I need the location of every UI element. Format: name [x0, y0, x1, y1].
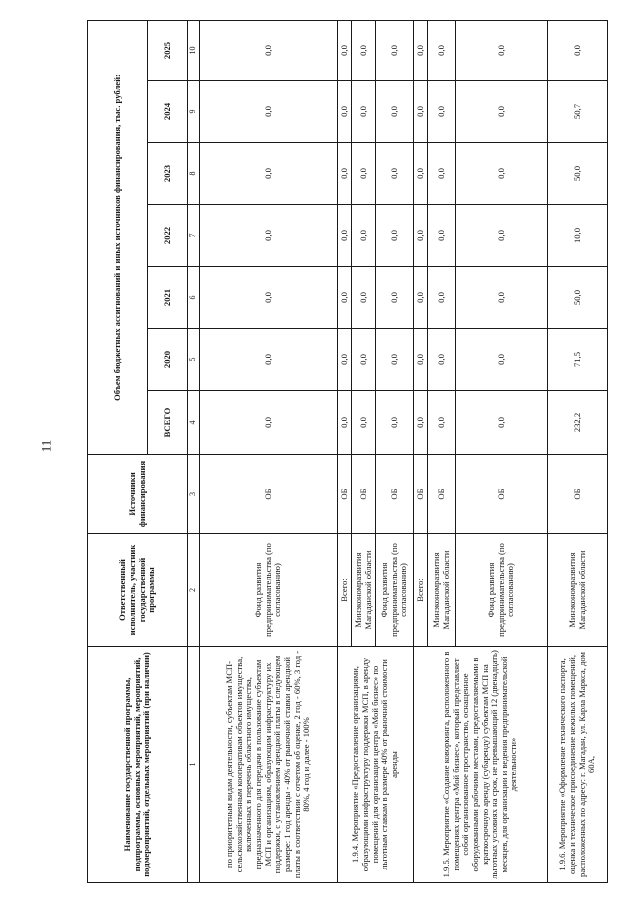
value-2021: 0,0 — [352, 267, 376, 329]
program-funding-table — [87, 20, 608, 883]
header-year-2023: 2023 — [148, 143, 188, 205]
table-row — [338, 21, 352, 883]
column-index: 4 — [188, 391, 200, 455]
value-2023: 0,0 — [200, 143, 338, 205]
value-2024: 0,0 — [338, 81, 352, 143]
value-2022: 0,0 — [352, 205, 376, 267]
page-number: 11 — [38, 439, 54, 453]
value-2020: 0,0 — [338, 329, 352, 391]
funding-source-cell: ОБ — [428, 455, 456, 534]
value-2021: 50,0 — [548, 267, 608, 329]
value-2021: 0,0 — [338, 267, 352, 329]
funding-source-cell: ОБ — [352, 455, 376, 534]
value-2023: 0,0 — [338, 143, 352, 205]
value-2023: 0,0 — [376, 143, 414, 205]
value-2021: 0,0 — [376, 267, 414, 329]
value-2020: 0,0 — [456, 329, 548, 391]
value-2025: 0,0 — [200, 21, 338, 81]
value-2024: 0,0 — [352, 81, 376, 143]
value-2025: 0,0 — [352, 21, 376, 81]
executor-cell: Минэкономразвития Магаданской области — [548, 534, 608, 647]
value-2024: 0,0 — [414, 81, 428, 143]
header-year-2020: 2020 — [148, 329, 188, 391]
value-2024: 50,7 — [548, 81, 608, 143]
funding-source-cell: ОБ — [456, 455, 548, 534]
measure-description: 1.9.6. Мероприятие «Оформление технического паспорта, оценка и техническое присоединение нежилых помещений, расположенных по адресу: г. Магадан, ул. Карла Маркса, дом 60А, — [548, 647, 608, 883]
value-2022: 0,0 — [200, 205, 338, 267]
executor-cell: Всего: — [414, 534, 428, 647]
header-year-total: ВСЕГО — [148, 391, 188, 455]
value-2024: 0,0 — [376, 81, 414, 143]
column-index: 3 — [188, 455, 200, 534]
value-total: 0,0 — [456, 391, 548, 455]
value-2020: 71,5 — [548, 329, 608, 391]
value-2025: 0,0 — [338, 21, 352, 81]
header-year-2025: 2025 — [148, 21, 188, 81]
value-2020: 0,0 — [376, 329, 414, 391]
table-row — [414, 21, 428, 883]
header-funding-source: Источники финансирования — [88, 455, 188, 534]
value-2020: 0,0 — [352, 329, 376, 391]
column-index: 1 — [188, 647, 200, 883]
value-total: 0,0 — [414, 391, 428, 455]
funding-source-cell: ОБ — [338, 455, 352, 534]
measure-description: по приоритетным видам деятельности, субъектам МСП- сельскохозяйственным кооперативам объектов имущества, включенных в перечень областного имущества, предназначенного для передачи в пользование субъектам МСП и организациям, образующим инфраструктуру их поддержки, с установлением арендной платы в следующем размере: 1 год аренды - 40% от рыночной ставки арендной платы в соответствии с отчетом об оценке, 2 год - 60%, 3 год - 80%, 4 год и далее - 100% — [200, 647, 338, 883]
value-2022: 0,0 — [376, 205, 414, 267]
column-index-row — [188, 21, 200, 883]
executor-cell: Фонд развития предпринимательства (по согласованию) — [200, 534, 338, 647]
table-row — [548, 21, 608, 883]
column-index: 7 — [188, 205, 200, 267]
measure-description: 1.9.5. Мероприятие «Создание коворкинга, расположенного в помещениях центра «Мой бизнес», который представляет собой организованное пространство, оснащенное оборудованными рабочими местами, предоставляемыми в краткосрочную аренду (субаренду) субъектам МСП на льготных условиях на срок, не превышающий 12 (двенадцать) месяцев, для организации и ведения предпринимательской деятельности» — [414, 647, 548, 883]
executor-cell: Фонд развития предпринимательства (по согласованию) — [456, 534, 548, 647]
value-2021: 0,0 — [200, 267, 338, 329]
value-2024: 0,0 — [428, 81, 456, 143]
value-2020: 0,0 — [428, 329, 456, 391]
executor-cell: Всего: — [338, 534, 352, 647]
value-total: 232,2 — [548, 391, 608, 455]
value-2024: 0,0 — [456, 81, 548, 143]
funding-source-cell: ОБ — [200, 455, 338, 534]
value-total: 0,0 — [428, 391, 456, 455]
value-2025: 0,0 — [376, 21, 414, 81]
value-2024: 0,0 — [200, 81, 338, 143]
value-2023: 0,0 — [456, 143, 548, 205]
value-2025: 0,0 — [548, 21, 608, 81]
value-total: 0,0 — [200, 391, 338, 455]
column-index: 2 — [188, 534, 200, 647]
header-year-2021: 2021 — [148, 267, 188, 329]
value-2023: 0,0 — [428, 143, 456, 205]
header-program-name: Наименование государственной программы, подпрограммы, основных мероприятий, мероприятий, подмероприятий, отдельных мероприятий (при наличии) — [88, 647, 188, 883]
rotated-table-container — [87, 21, 607, 883]
measure-description: 1.9.4. Мероприятие «Предоставление организациями, образующими инфраструктуру поддержки МСП, в аренду помещений для организации центра «Мой бизнес» по льготным ставкам в размере 40% от рыночной стоимости аренды — [338, 647, 414, 883]
value-2023: 50,0 — [548, 143, 608, 205]
value-2021: 0,0 — [428, 267, 456, 329]
value-2020: 0,0 — [414, 329, 428, 391]
value-total: 0,0 — [338, 391, 352, 455]
header-funding-volume: Объем бюджетных ассигнований и иных источников финансирования, тыс. рублей: — [88, 21, 148, 455]
value-2022: 10,0 — [548, 205, 608, 267]
header-year-2022: 2022 — [148, 205, 188, 267]
value-2022: 0,0 — [428, 205, 456, 267]
header-executor: Ответственный исполнитель, участник государственной программы — [88, 534, 188, 647]
funding-source-cell: ОБ — [414, 455, 428, 534]
executor-cell: Минэкономразвития Магаданской области — [428, 534, 456, 647]
value-2023: 0,0 — [414, 143, 428, 205]
value-total: 0,0 — [376, 391, 414, 455]
value-2022: 0,0 — [414, 205, 428, 267]
value-2023: 0,0 — [352, 143, 376, 205]
column-index: 9 — [188, 81, 200, 143]
column-index: 5 — [188, 329, 200, 391]
value-2025: 0,0 — [414, 21, 428, 81]
table-row — [200, 21, 338, 883]
header-year-2024: 2024 — [148, 81, 188, 143]
value-2022: 0,0 — [456, 205, 548, 267]
value-2021: 0,0 — [414, 267, 428, 329]
column-index: 10 — [188, 21, 200, 81]
value-2022: 0,0 — [338, 205, 352, 267]
value-2025: 0,0 — [456, 21, 548, 81]
funding-source-cell: ОБ — [376, 455, 414, 534]
column-index: 8 — [188, 143, 200, 205]
column-index: 6 — [188, 267, 200, 329]
value-total: 0,0 — [352, 391, 376, 455]
executor-cell: Минэкономразвития Магаданской области — [352, 534, 376, 647]
value-2025: 0,0 — [428, 21, 456, 81]
executor-cell: Фонд развития предпринимательства (по согласованию) — [376, 534, 414, 647]
value-2020: 0,0 — [200, 329, 338, 391]
funding-source-cell: ОБ — [548, 455, 608, 534]
value-2021: 0,0 — [456, 267, 548, 329]
